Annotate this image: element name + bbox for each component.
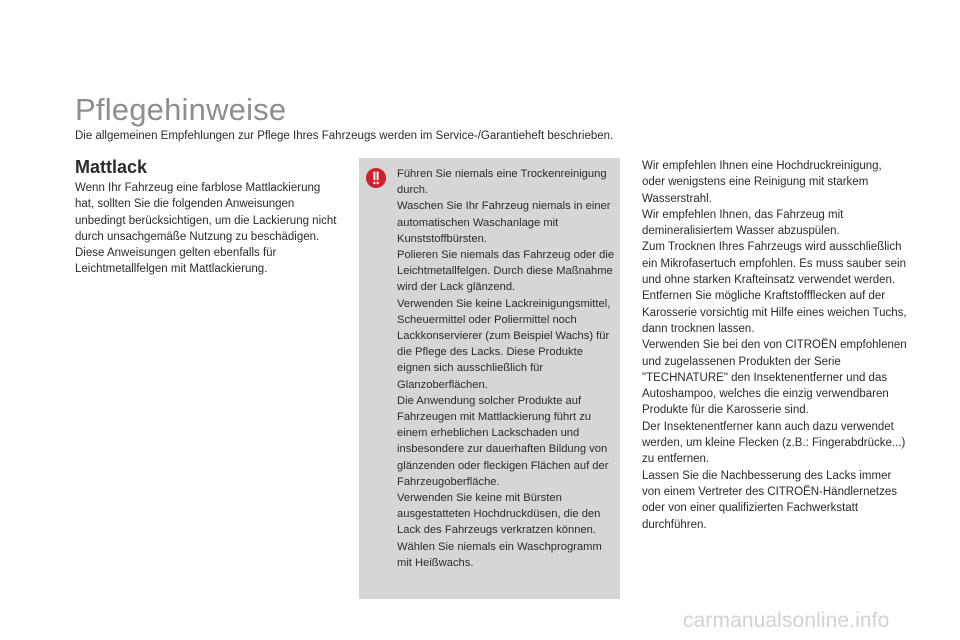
paragraph: Der Insektenentferner kann auch dazu verwendet werden, um kleine Flecken (z.B.: Fingerabdrücke...) zu entfernen. bbox=[642, 420, 906, 466]
paragraph: Verwenden Sie bei den von CITROËN empfohlenen und zugelassenen Produkten der Serie "TECHNATURE" den Insektenentferner und das Autoshampoo, welches die einzig verwendbaren Produkte für die Karosserie sind. bbox=[642, 339, 907, 417]
intro-text: Die allgemeinen Empfehlungen zur Pflege Ihres Fahrzeugs werden im Service-/Garantieheft beschrieben. bbox=[75, 130, 614, 142]
paragraph: Zum Trocknen Ihres Fahrzeugs wird ausschließlich ein Mikrofasertuch empfohlen. Es muss sauber sein und ohne starken Krafteinsatz verwendet werden. bbox=[642, 241, 906, 287]
exclamation-warning-icon bbox=[366, 168, 386, 188]
warning-text bbox=[397, 166, 617, 571]
paragraph: Diese Anweisungen gelten ebenfalls für Leichtmetallfelgen mit Mattlackierung. bbox=[75, 247, 277, 276]
paragraph: Lassen Sie die Nachbesserung des Lacks immer von einem Vertreter des CITROËN-Händlernetzes oder von einer qualifizierten Fachwerkstatt durchführen. bbox=[642, 469, 898, 531]
warning-paragraph: Die Anwendung solcher Produkte auf Fahrzeugen mit Mattlackierung führt zu einem erheblichen Lackschaden und insbesondere zur dauerhaften Bildung von glänzenden oder fleckigen Flächen auf der Fahrzeugoberfläche. bbox=[397, 394, 609, 488]
right-column bbox=[642, 158, 907, 533]
page-title: Pflegehinweise bbox=[75, 92, 287, 127]
paragraph: Entfernen Sie mögliche Kraftstoffflecken auf der Karosserie vorsichtig mit Hilfe eines weichen Tuchs, dann trocknen lassen. bbox=[642, 290, 907, 335]
paragraph: Wir empfehlen Ihnen eine Hochdruckreinigung, oder wenigstens eine Reinigung mit starkem Wasserstrahl. bbox=[642, 160, 882, 205]
warning-paragraph: Waschen Sie Ihr Fahrzeug niemals in einer automatischen Waschanlage mit Kunststoffbürsten. bbox=[397, 200, 611, 245]
warning-paragraph: Wählen Sie niemals ein Waschprogramm mit Heißwachs. bbox=[397, 540, 602, 569]
warning-paragraph: Führen Sie niemals eine Trockenreinigung durch. bbox=[397, 168, 607, 197]
left-column bbox=[75, 180, 337, 278]
warning-paragraph: Verwenden Sie keine mit Bürsten ausgestatteten Hochdruckdüsen, die den Lack des Fahrzeugs verkratzen können. bbox=[397, 492, 601, 537]
warning-box bbox=[359, 158, 620, 599]
paragraph: Wenn Ihr Fahrzeug eine farblose Mattlackierung hat, sollten Sie die folgenden Anweisungen unbedingt berücksichtigen, um die Lackierung nicht durch unsachgemäße Nutzung zu beschädigen. bbox=[75, 182, 337, 243]
warning-paragraph: Verwenden Sie keine Lackreinigungsmittel, Scheuermittel oder Poliermittel noch Lackkonservierer (zum Beispiel Wachs) für die Pflege des Lacks. Diese Produkte eignen sich ausschließlich für Glanzoberflächen. bbox=[397, 297, 611, 391]
paragraph: Wir empfehlen Ihnen, das Fahrzeug mit demineralisiertem Wasser abzuspülen. bbox=[642, 208, 844, 238]
watermark: carmanualsonline.info bbox=[683, 609, 890, 632]
warning-paragraph: Polieren Sie niemals das Fahrzeug oder die Leichtmetallfelgen. Durch diese Maßnahme wird der Lack glänzend. bbox=[397, 249, 615, 294]
section-heading: Mattlack bbox=[75, 157, 148, 177]
